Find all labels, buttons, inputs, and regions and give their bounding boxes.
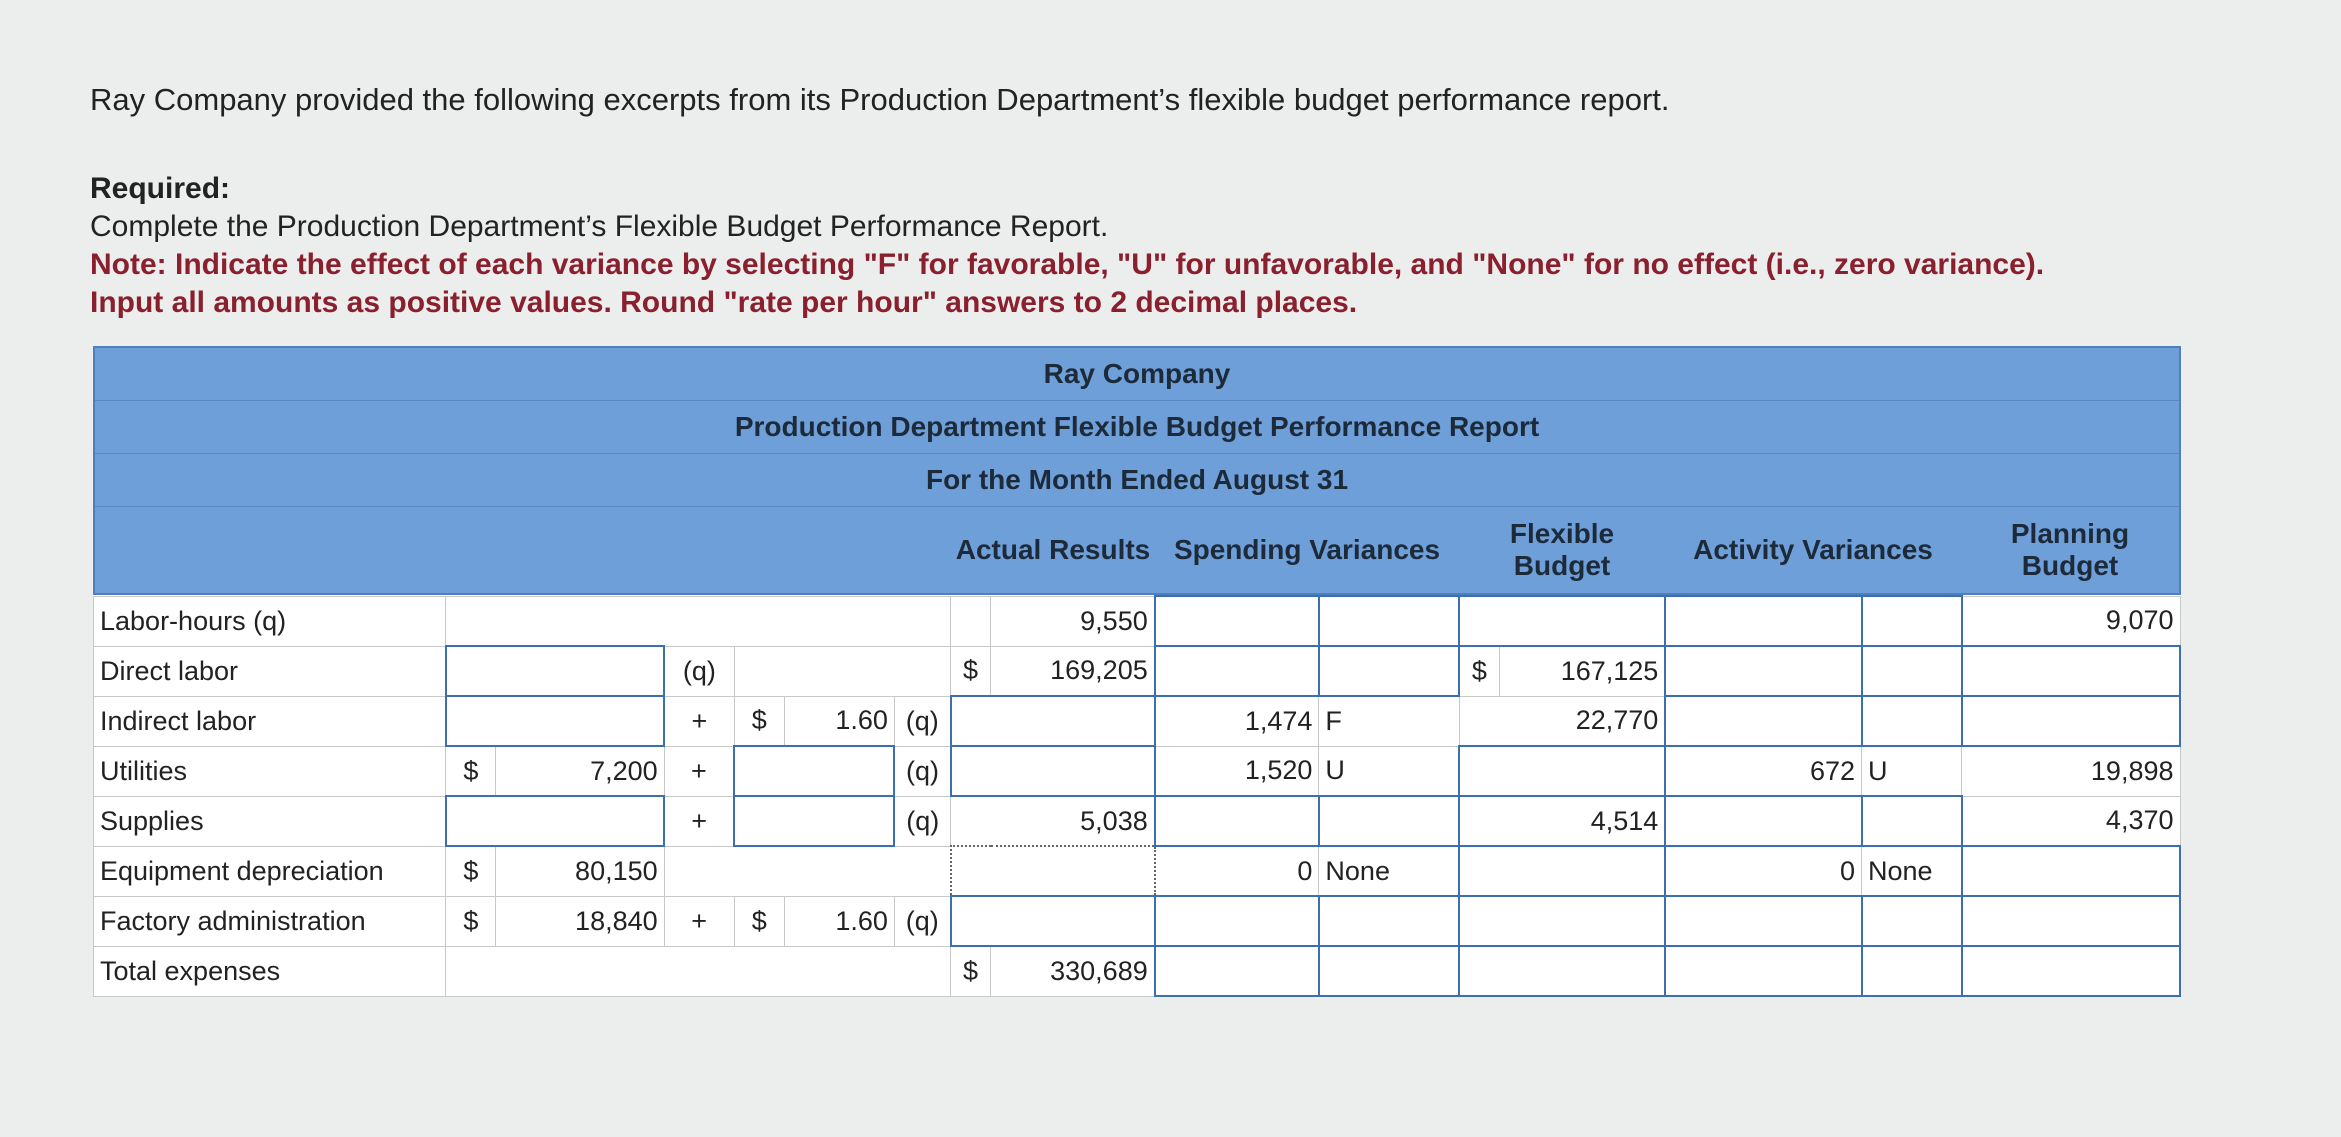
planning-value: 4,370 xyxy=(1962,796,2180,846)
actual-value: 169,205 xyxy=(991,646,1155,696)
q-marker: (q) xyxy=(894,696,950,746)
row-label: Supplies xyxy=(94,796,446,846)
activity-effect-input[interactable] xyxy=(1862,796,1962,846)
rate-input[interactable] xyxy=(734,796,894,846)
row-label: Direct labor xyxy=(94,646,446,696)
flexible-budget-input[interactable] xyxy=(1459,746,1665,796)
flexible-budget-input[interactable] xyxy=(1459,846,1665,896)
activity-amount-input[interactable] xyxy=(1665,796,1861,846)
rate-input[interactable] xyxy=(734,746,894,796)
spending-effect-input[interactable] xyxy=(1319,646,1459,696)
activity-effect-input[interactable] xyxy=(1862,596,1962,646)
spending-amount: 0 xyxy=(1155,846,1319,896)
activity-effect-input[interactable] xyxy=(1862,946,1962,996)
col-actual-results: Actual Results xyxy=(955,534,1151,565)
plus-sign: + xyxy=(664,896,734,946)
currency-symbol: $ xyxy=(951,946,991,996)
fixed-cost-input[interactable] xyxy=(446,646,664,696)
spending-effect: F xyxy=(1319,696,1459,746)
planning-budget-input[interactable] xyxy=(1962,646,2180,696)
row-label: Factory administration xyxy=(94,896,446,946)
q-marker: (q) xyxy=(894,796,950,846)
plus-sign: + xyxy=(664,746,734,796)
currency-symbol: $ xyxy=(446,896,496,946)
currency-symbol: $ xyxy=(734,696,784,746)
currency-symbol: $ xyxy=(1459,646,1499,696)
flexible-budget-input[interactable] xyxy=(1459,896,1665,946)
fixed-value: 18,840 xyxy=(496,896,664,946)
report-title: Production Department Flexible Budget Performance Report xyxy=(95,401,2179,454)
activity-amount-input[interactable] xyxy=(1665,896,1861,946)
fixed-cost-input[interactable] xyxy=(446,696,664,746)
actual-results-input[interactable] xyxy=(951,846,1155,896)
actual-value: 330,689 xyxy=(991,946,1155,996)
planning-value: 19,898 xyxy=(1962,746,2180,796)
activity-amount-input[interactable] xyxy=(1665,946,1861,996)
q-marker: (q) xyxy=(664,646,734,696)
activity-effect: U xyxy=(1862,746,1962,796)
required-instruction: Complete the Production Department’s Flexible Budget Performance Report. xyxy=(90,210,1109,243)
table-row xyxy=(94,946,2181,996)
plus-sign: + xyxy=(664,796,734,846)
planning-budget-input[interactable] xyxy=(1962,696,2180,746)
currency-symbol: $ xyxy=(446,746,496,796)
report-header xyxy=(93,346,2181,507)
activity-effect-input[interactable] xyxy=(1862,896,1962,946)
fixed-cost-input[interactable] xyxy=(446,796,664,846)
spending-amount: 1,520 xyxy=(1155,746,1319,796)
plus-sign: + xyxy=(664,696,734,746)
row-label: Labor-hours (q) xyxy=(94,596,446,646)
table-row xyxy=(94,896,2181,946)
fixed-value: 80,150 xyxy=(496,846,664,896)
spending-effect-input[interactable] xyxy=(1319,896,1459,946)
required-block xyxy=(90,170,2110,322)
spending-amount-input[interactable] xyxy=(1155,946,1319,996)
report-period: For the Month Ended August 31 xyxy=(95,454,2179,507)
row-label: Indirect labor xyxy=(94,696,446,746)
currency-symbol: $ xyxy=(734,896,784,946)
currency-symbol: $ xyxy=(446,846,496,896)
table-row xyxy=(94,696,2181,746)
spending-amount-input[interactable] xyxy=(1155,596,1319,646)
col-flexible-budget: Flexible Budget xyxy=(1509,518,1615,581)
activity-amount-input[interactable] xyxy=(1665,596,1861,646)
table-row xyxy=(94,746,2181,796)
q-marker: (q) xyxy=(894,896,950,946)
spending-amount-input[interactable] xyxy=(1155,796,1319,846)
currency-symbol: $ xyxy=(951,646,991,696)
actual-results-input[interactable] xyxy=(951,696,1155,746)
flexible-budget-input[interactable] xyxy=(1459,946,1665,996)
fixed-value: 7,200 xyxy=(496,746,664,796)
flexible-value: 22,770 xyxy=(1459,696,1665,746)
spending-amount: 1,474 xyxy=(1155,696,1319,746)
required-label: Required: xyxy=(90,172,231,205)
spacer-header xyxy=(95,507,951,593)
actual-results-input[interactable] xyxy=(951,746,1155,796)
spending-effect-input[interactable] xyxy=(1319,946,1459,996)
col-spending-variances: Spending Variances xyxy=(1173,534,1441,565)
flexible-value: 167,125 xyxy=(1499,646,1665,696)
planning-budget-input[interactable] xyxy=(1962,946,2180,996)
table-row xyxy=(94,796,2181,846)
col-activity-variances: Activity Variances xyxy=(1693,534,1933,565)
q-marker: (q) xyxy=(894,746,950,796)
activity-amount: 0 xyxy=(1665,846,1861,896)
flexible-budget-input[interactable] xyxy=(1459,596,1665,646)
activity-effect-input[interactable] xyxy=(1862,696,1962,746)
activity-amount: 672 xyxy=(1665,746,1861,796)
spending-effect: None xyxy=(1319,846,1459,896)
table-row xyxy=(94,596,2181,646)
activity-amount-input[interactable] xyxy=(1665,696,1861,746)
planning-budget-input[interactable] xyxy=(1962,846,2180,896)
row-label: Equipment depreciation xyxy=(94,846,446,896)
activity-effect: None xyxy=(1862,846,1962,896)
note-text: Note: Indicate the effect of each variance by selecting "F" for favorable, "U" for unfavorable, and "None" for no effect (i.e., zero variance). Input all amounts as positive values. Round "rate per hour" answers to 2 decimal places. xyxy=(90,248,2045,319)
company-name: Ray Company xyxy=(95,348,2179,401)
performance-report xyxy=(93,346,2181,997)
intro-text: Ray Company provided the following excerpts from its Production Department’s flexible budget performance report. xyxy=(90,82,1670,117)
activity-effect-input[interactable] xyxy=(1862,646,1962,696)
actual-value: 9,550 xyxy=(991,596,1155,646)
rate-value: 1.60 xyxy=(784,896,894,946)
planning-value: 9,070 xyxy=(1962,596,2180,646)
rate-value: 1.60 xyxy=(784,696,894,746)
row-label: Utilities xyxy=(94,746,446,796)
spending-amount-input[interactable] xyxy=(1155,646,1319,696)
spending-effect-input[interactable] xyxy=(1319,596,1459,646)
report-table xyxy=(93,595,2181,997)
spending-amount-input[interactable] xyxy=(1155,896,1319,946)
spending-effect: U xyxy=(1319,746,1459,796)
spending-effect-input[interactable] xyxy=(1319,796,1459,846)
planning-budget-input[interactable] xyxy=(1962,896,2180,946)
table-row xyxy=(94,846,2181,896)
column-headers xyxy=(93,507,2181,595)
flexible-value: 4,514 xyxy=(1459,796,1665,846)
actual-value: 5,038 xyxy=(951,796,1155,846)
activity-amount-input[interactable] xyxy=(1665,646,1861,696)
col-planning-budget: Planning Budget xyxy=(2010,518,2130,581)
row-label: Total expenses xyxy=(94,946,446,996)
actual-results-input[interactable] xyxy=(951,896,1155,946)
table-row xyxy=(94,646,2181,696)
